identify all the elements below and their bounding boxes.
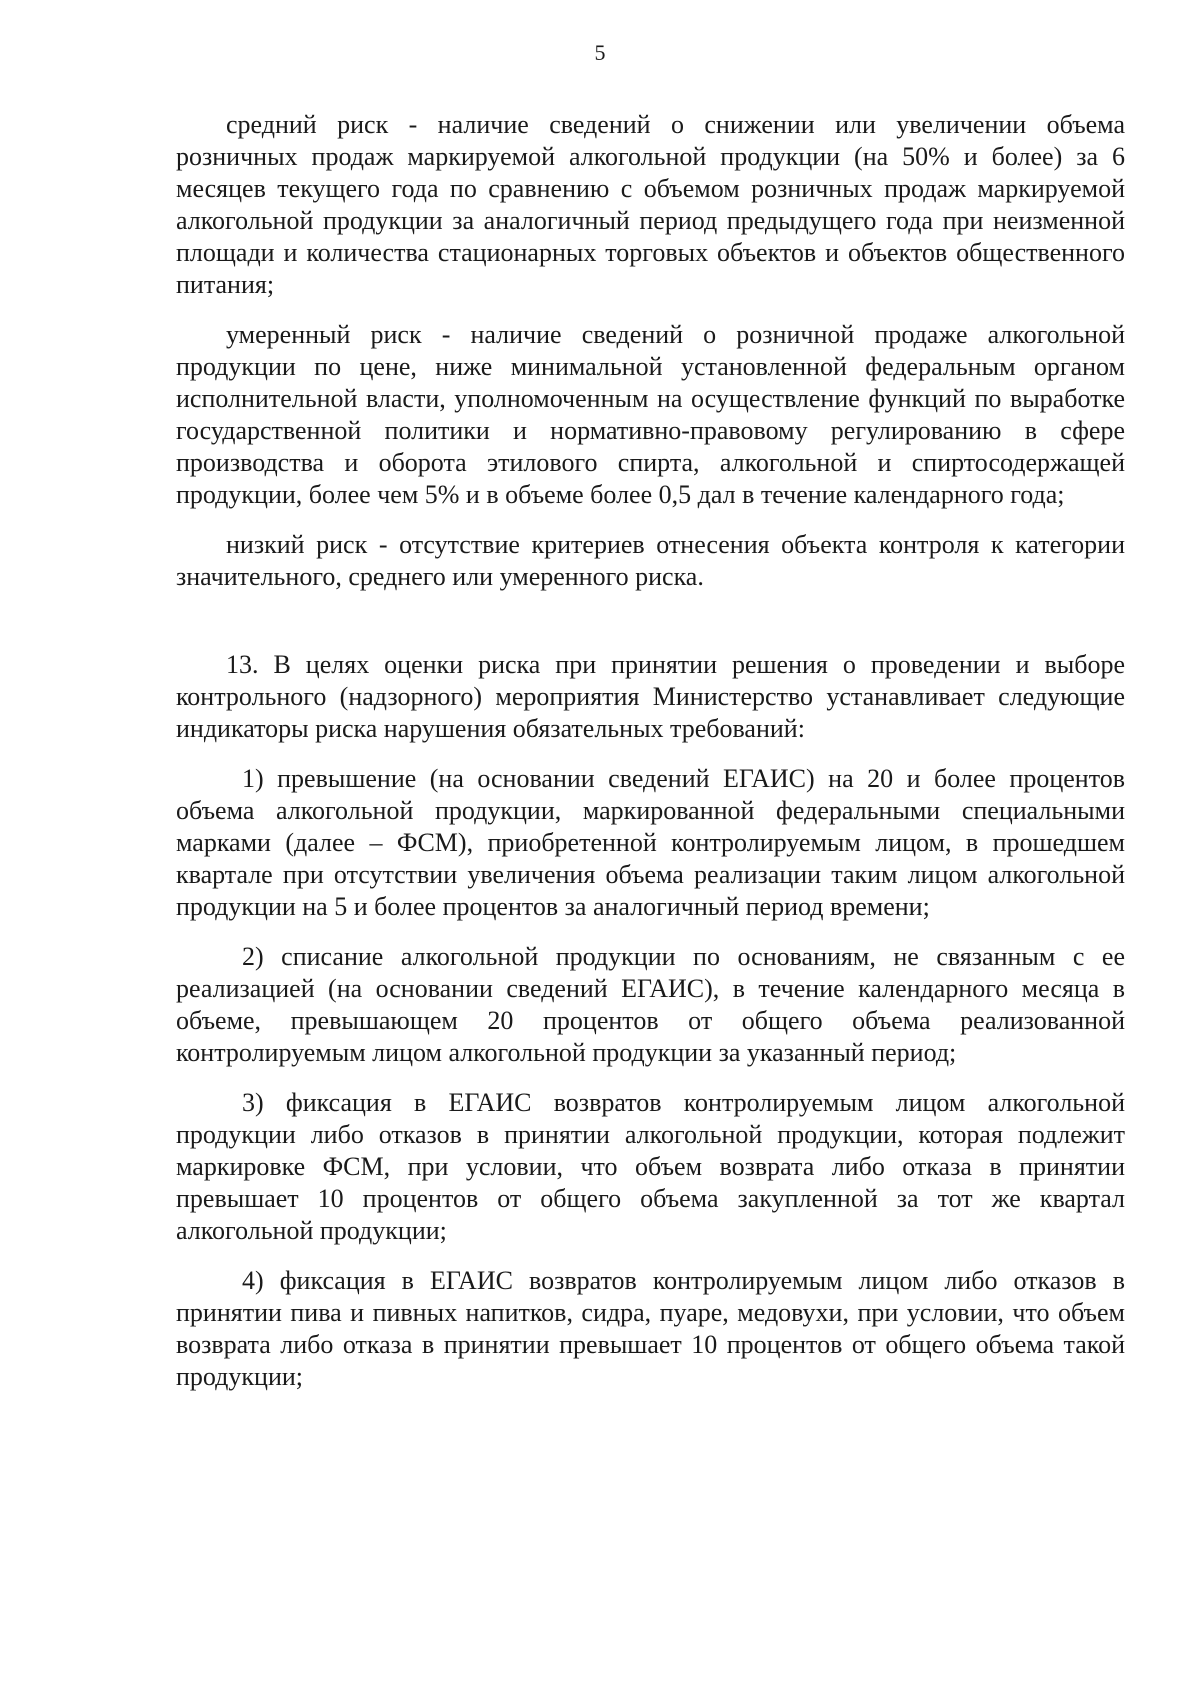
document-body <box>176 109 1125 1411</box>
list-item-indicator-1: 1) превышение (на основании сведений ЕГАИС) на 20 и более процентов объема алкогольной продукции, маркированной федеральными специальными марками (далее – ФСМ), приобретенной контролируемым лицом, в прошедшем квартале при отсутствии увеличения объема реализации таким лицом алкогольной продукции на 5 и более процентов за аналогичный период времени; <box>176 764 1125 921</box>
page-number: 5 <box>594 40 606 65</box>
list-item-indicator-3: 3) фиксация в ЕГАИС возвратов контролируемым лицом алкогольной продукции либо отказов в принятии алкогольной продукции, которая подлежит маркировке ФСМ, при условии, что объем возврата либо отказа в принятии превышает 10 процентов от общего объема закупленной за тот же квартал алкогольной продукции; <box>176 1088 1125 1245</box>
list-item-indicator-2: 2) списание алкогольной продукции по основаниям, не связанным с ее реализацией (на основании сведений ЕГАИС), в течение календарного месяца в объеме, превышающем 20 процентов от общего объема реализованной контролируемым лицом алкогольной продукции за указанный период; <box>176 942 1125 1067</box>
paragraph-low-risk: низкий риск - отсутствие критериев отнесения объекта контроля к категории значительного, среднего или умеренного риска. <box>176 530 1125 591</box>
list-item-indicator-4: 4) фиксация в ЕГАИС возвратов контролируемым лицом либо отказов в принятии пива и пивных напитков, сидра, пуаре, медовухи, при условии, что объем возврата либо отказа в принятии превышает 10 процентов от общего объема такой продукции; <box>176 1266 1125 1391</box>
paragraph-section-13: 13. В целях оценки риска при принятии решения о проведении и выборе контрольного (надзорного) мероприятия Министерство устанавливает следующие индикаторы риска нарушения обязательных требований: <box>176 650 1125 743</box>
paragraph-medium-risk: средний риск - наличие сведений о снижении или увеличении объема розничных продаж маркируемой алкогольной продукции (на 50% и более) за 6 месяцев текущего года по сравнению с объемом розничных продаж маркируемой алкогольной продукции за аналогичный период предыдущего года при неизменной площади и количества стационарных торговых объектов и объектов общественного питания; <box>176 110 1125 299</box>
paragraph-moderate-risk: умеренный риск - наличие сведений о розничной продаже алкогольной продукции по цене, ниже минимальной установленной федеральным органом исполнительной власти, уполномоченным на осуществление функций по выработке государственной политики и нормативно-правовому регулированию в сфере производства и оборота этилового спирта, алкогольной и спиртосодержащей продукции, более чем 5% и в объеме более 0,5 дал в течение календарного года; <box>176 320 1125 509</box>
